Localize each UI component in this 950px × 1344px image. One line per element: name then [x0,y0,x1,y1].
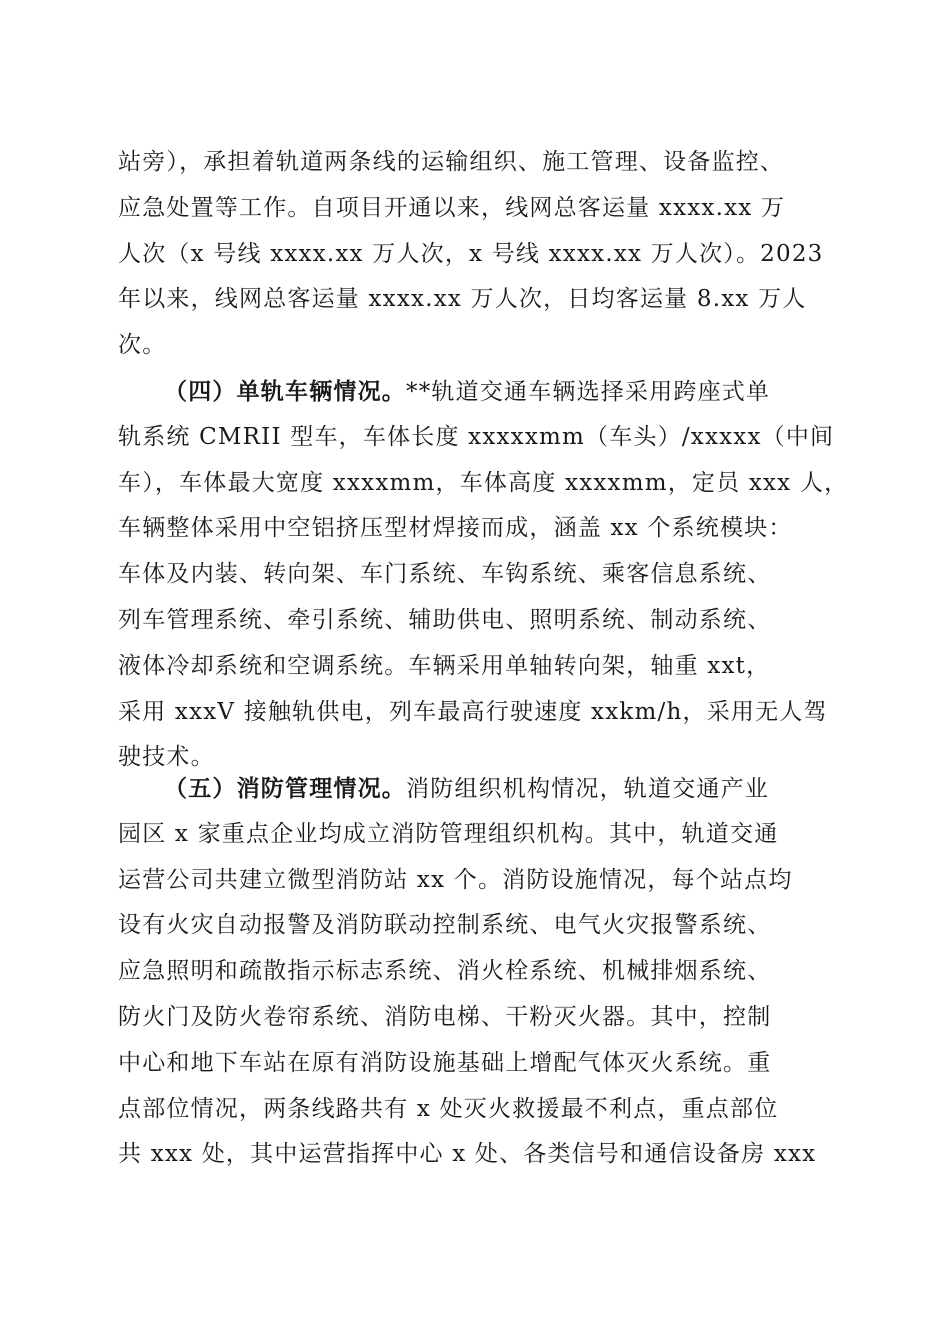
section-4-paragraph [118,369,849,781]
text-line: 次。 [118,332,167,359]
paragraph-continued [118,140,838,369]
text-line: 采用 xxxV 接触轨供电，列车最高行驶速度 xxkm/h，采用无人驾 [118,698,828,725]
text-line: 园区 x 家重点企业均成立消防管理组织机构。其中，轨道交通 [118,820,779,847]
section-4-heading: （四）单轨车辆情况。 [164,378,406,405]
section-4-first-line-text: **轨道交通车辆选择采用跨座式单 [406,379,771,405]
text-line: 列车管理系统、牵引系统、辅助供电、照明系统、制动系统、 [118,606,772,633]
text-line: 设有火灾自动报警及消防联动控制系统、电气火灾报警系统、 [118,912,772,939]
text-line: 人次（x 号线 xxxx.xx 万人次，x 号线 xxxx.xx 万人次）。2023 [118,240,824,267]
text-line: 驶技术。 [118,744,215,771]
text-line: 应急照明和疏散指示标志系统、消火栓系统、机械排烟系统、 [118,958,772,985]
text-line: 运营公司共建立微型消防站 xx 个。消防设施情况，每个站点均 [118,866,793,893]
section-4-first-line [118,369,838,415]
text-line: 车体及内装、转向架、车门系统、车钩系统、乘客信息系统、 [118,561,772,588]
text-line: 中心和地下车站在原有消防设施基础上增配气体灭火系统。重 [118,1049,772,1076]
text-line: 车），车体最大宽度 xxxxmm，车体高度 xxxxmm，定员 xxx 人， [118,469,849,496]
text-line: 防火门及防火卷帘系统、消防电梯、干粉灭火器。其中，控制 [118,1003,772,1030]
text-line: 年以来，线网总客运量 xxxx.xx 万人次，日均客运量 8.xx 万人 [118,286,807,313]
section-5-first-line [118,766,838,812]
text-line: 车辆整体采用中空铝挤压型材焊接而成，涵盖 xx 个系统模块： [118,515,793,542]
text-line: 应急处置等工作。自项目开通以来，线网总客运量 xxxx.xx 万 [118,194,786,221]
section-5-paragraph [118,766,838,1178]
text-line: 点部位情况，两条线路共有 x 处灭火救援最不利点，重点部位 [118,1095,779,1122]
text-line: 站旁），承担着轨道两条线的运输组织、施工管理、设备监控、 [118,149,785,175]
text-line: 共 xxx 处，其中运营指挥中心 x 处、各类信号和通信设备房 xxx [118,1141,817,1168]
section-5-heading: （五）消防管理情况。 [164,775,406,802]
text-line: 液体冷却系统和空调系统。车辆采用单轴转向架，轴重 xxt， [118,652,771,679]
section-5-first-line-text: 消防组织机构情况，轨道交通产业 [406,776,769,802]
text-line: 轨系统 CMRII 型车，车体长度 xxxxxmm（车头）/xxxxx（中间 [118,423,835,450]
